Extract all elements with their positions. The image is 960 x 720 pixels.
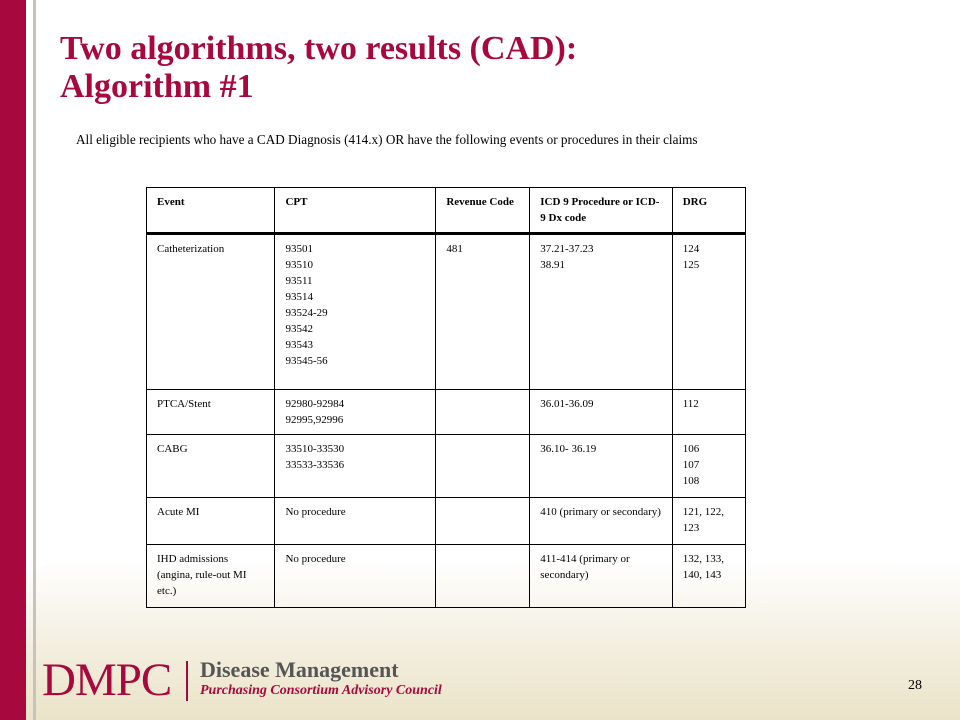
- cell-revenue-code: [436, 498, 530, 545]
- cell-cpt: [275, 545, 436, 608]
- cell-revenue-code-line: 481: [446, 243, 463, 255]
- cell-icd-code: [530, 435, 672, 498]
- cell-cpt-line: 93524-29: [285, 307, 328, 319]
- cell-event-line: IHD admissions (angina, rule-out MI etc.): [157, 553, 247, 597]
- cell-event: [147, 435, 275, 498]
- dmpc-logo: [42, 655, 442, 705]
- cell-drg-line: 106: [682, 443, 700, 455]
- cell-cpt: [275, 390, 436, 435]
- slide-title-line2: Algorithm #1: [60, 68, 254, 105]
- cell-icd-code-line: 410 (primary or secondary): [540, 506, 661, 518]
- table-row: [147, 435, 746, 498]
- cell-drg: [672, 435, 745, 498]
- cell-event-line: CABG: [157, 443, 188, 455]
- cell-icd-code: [530, 545, 672, 608]
- cell-revenue-code: [436, 234, 530, 390]
- cell-revenue-code: [436, 435, 530, 498]
- logo-mark: DMPC: [42, 654, 172, 706]
- header-drg: DRG: [672, 188, 745, 234]
- page-number: 28: [908, 678, 922, 693]
- cell-cpt-line: 93510: [285, 259, 313, 271]
- cell-event: [147, 498, 275, 545]
- cell-cpt-line: 92980-92984: [285, 398, 345, 410]
- cell-drg-line: 132, 133, 140, 143: [682, 553, 724, 581]
- cell-cpt: [275, 234, 436, 390]
- cell-icd-code: [530, 390, 672, 435]
- cell-event: [147, 390, 275, 435]
- cell-icd-code-line: 411-414 (primary or secondary): [540, 553, 630, 581]
- cell-cpt-line: 93545-56: [285, 355, 328, 367]
- slide-title-line1: Two algorithms, two results (CAD):: [60, 30, 578, 67]
- cell-cpt-line: 33510-33530: [285, 443, 345, 455]
- cell-cpt-line: 33533-33536: [285, 459, 345, 471]
- cell-icd-code: [530, 498, 672, 545]
- cell-cpt-line: 93543: [285, 339, 313, 351]
- cell-drg-line: 112: [682, 398, 699, 410]
- logo-subtitle: Purchasing Consortium Advisory Council: [200, 683, 442, 698]
- header-revenue-code: Revenue Code: [436, 188, 530, 234]
- cell-icd-code: [530, 234, 672, 390]
- cell-drg-line: 107: [682, 459, 700, 471]
- cell-revenue-code: [436, 545, 530, 608]
- cell-drg: [672, 390, 745, 435]
- cell-icd-code-line: 36.01-36.09: [540, 398, 594, 410]
- cell-cpt-line: No procedure: [285, 553, 346, 565]
- table-header-row: [147, 188, 746, 234]
- table-row: [147, 390, 746, 435]
- cell-icd-code-line: 37.21-37.23: [540, 243, 594, 255]
- cell-icd-code-line: 38.91: [540, 259, 566, 271]
- cell-cpt-line: 93514: [285, 291, 313, 303]
- slide-subtitle: All eligible recipients who have a CAD Diagnosis (414.x) OR have the following events or procedures in their claims: [76, 132, 698, 147]
- cell-event-line: Acute MI: [157, 506, 200, 518]
- logo-title: Disease Management: [200, 657, 399, 682]
- cell-drg: [672, 498, 745, 545]
- cell-revenue-code: [436, 390, 530, 435]
- cell-drg-line: 125: [682, 259, 700, 271]
- codes-table: [146, 187, 746, 608]
- cell-drg: [672, 234, 745, 390]
- left-accent-bar: [0, 0, 26, 720]
- header-event: Event: [147, 188, 275, 234]
- cell-cpt-line: 93542: [285, 323, 313, 335]
- table-row: [147, 545, 746, 608]
- cell-drg-line: 124: [682, 243, 700, 255]
- cell-event: [147, 545, 275, 608]
- cell-drg-line: 121, 122, 123: [682, 506, 724, 534]
- cell-cpt: [275, 435, 436, 498]
- slide-title: [60, 30, 577, 106]
- cell-event-line: Catheterization: [157, 243, 225, 255]
- cell-icd-code-line: 36.10- 36.19: [540, 443, 597, 455]
- cell-event-line: PTCA/Stent: [157, 398, 211, 410]
- cell-drg-line: 108: [682, 475, 700, 487]
- cell-cpt: [275, 498, 436, 545]
- logo-divider: [186, 661, 188, 701]
- cell-cpt-line: No procedure: [285, 506, 346, 518]
- cell-event: [147, 234, 275, 390]
- left-accent-line: [33, 0, 36, 720]
- header-cpt: CPT: [275, 188, 436, 234]
- cell-cpt-line: 92995,92996: [285, 414, 344, 426]
- cell-cpt-line: 93511: [285, 275, 313, 287]
- cell-cpt-line: 93501: [285, 243, 313, 255]
- table-row: [147, 234, 746, 390]
- table-row: [147, 498, 746, 545]
- header-icd-code: ICD 9 Procedure or ICD-9 Dx code: [530, 188, 672, 234]
- cell-drg: [672, 545, 745, 608]
